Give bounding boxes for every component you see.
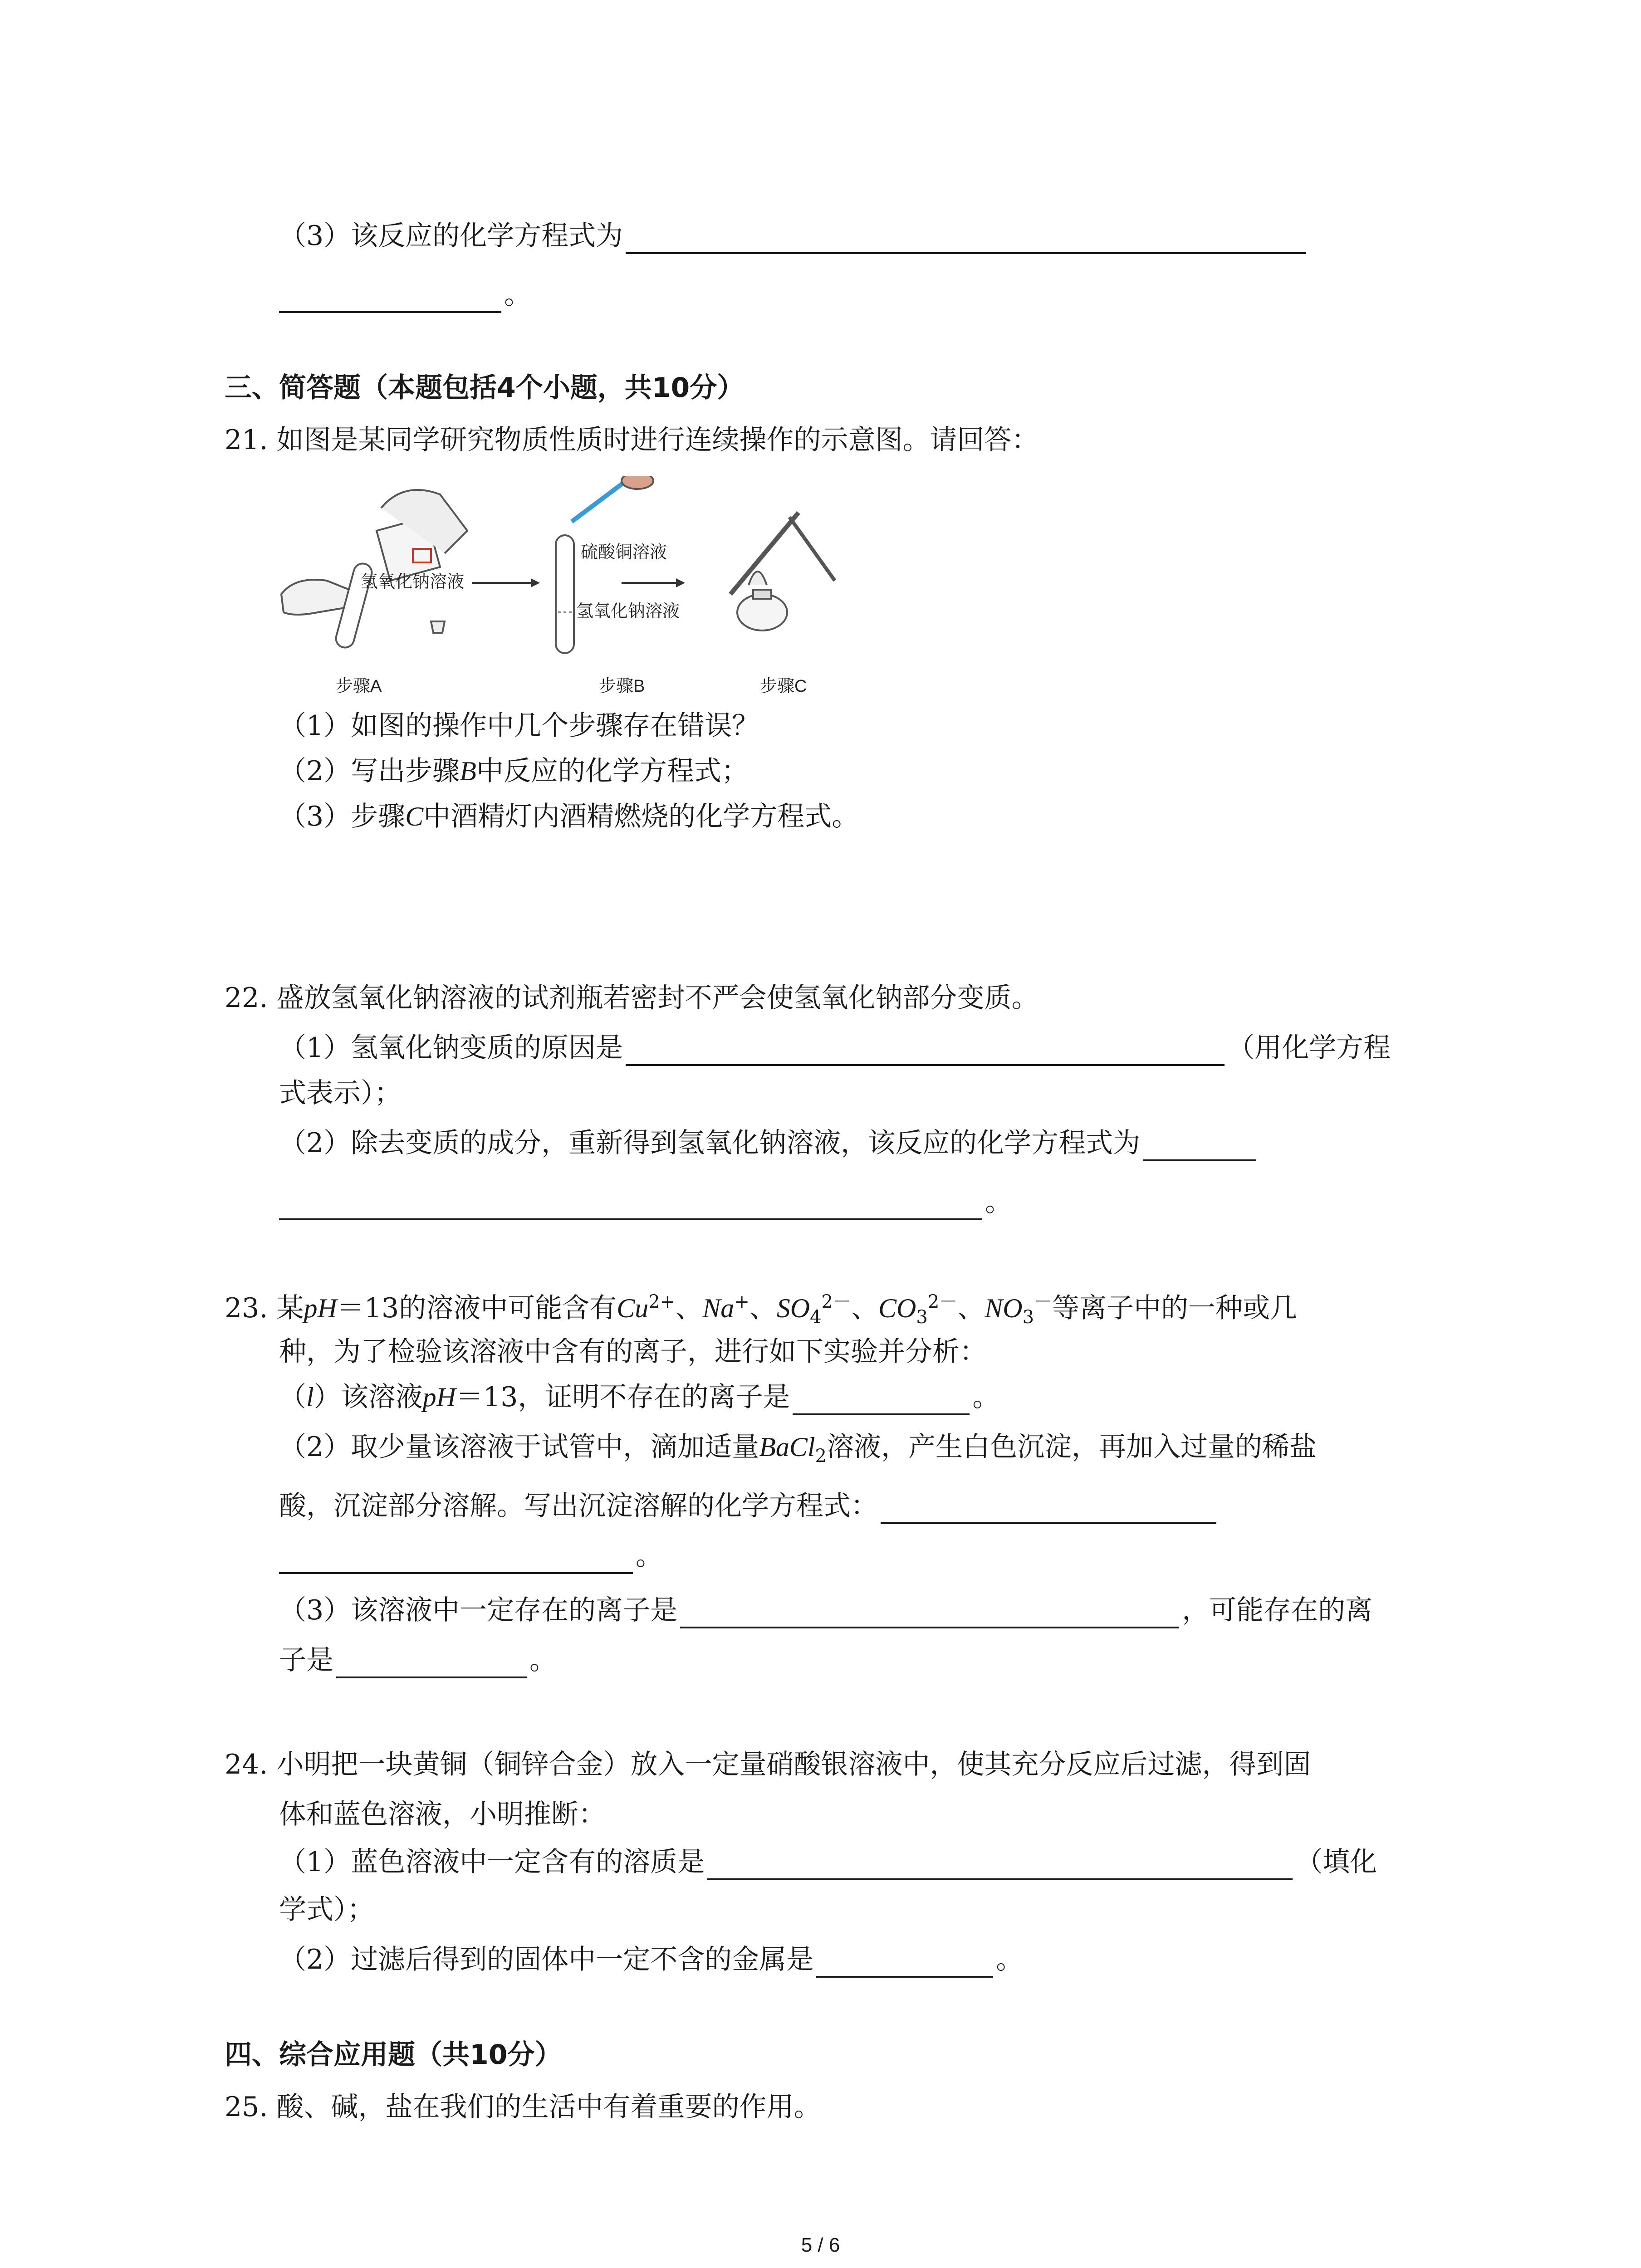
q22-part2-cont [279,1184,1012,1220]
q24-part1-cont: 学式）； [279,1894,374,1926]
bacl2-sub: 2 [815,1446,827,1466]
q22-part2-text: （2）除去变质的成分，重新得到氢氧化钠溶液，该反应的化学方程式为 [279,1127,1141,1159]
q24-stem: 24. 小明把一块黄铜（铜锌合金）放入一定量硝酸银溶液中，使其充分反应后过滤，得到固 [225,1749,1311,1780]
label-step-c: 步骤C [760,677,807,696]
q21-part2-text-c: 中反应的化学方程式； [476,755,749,787]
q23-stem-cont: 种，为了检验该溶液中含有的离子，进行如下实验并分析： [279,1336,987,1368]
q20-part3-cont [279,277,531,313]
answer-blank[interactable] [626,1036,1225,1066]
ion-co3: CO [878,1293,916,1323]
label-naoh-a: 氢氧化钠溶液 [361,572,465,591]
q22-part1 [279,1030,1391,1066]
q24-part2-text: （2）过滤后得到的固体中一定不含的金属是 [279,1944,814,1975]
label-cuso4: 硫酸铜溶液 [581,543,667,562]
q20-part3-text: （3）该反应的化学方程式为 [279,220,623,252]
q23-stem-a: 23. 某 [225,1292,304,1324]
ion-co3-sub: 3 [916,1307,928,1328]
answer-blank[interactable] [881,1494,1216,1524]
answer-blank[interactable] [626,224,1306,254]
ion-no3-sub: 3 [1022,1307,1034,1328]
period: 。 [636,1540,663,1572]
q21-stem: 21. 如图是某同学研究物质性质时进行连续操作的示意图。请回答： [225,424,1039,456]
q23-stem [225,1284,1297,1335]
q21-part2-text-a: （2）写出步骤 [279,755,460,787]
q23-part1-a: （ [279,1381,306,1413]
period: 。 [504,279,531,311]
separator: 、 [749,1292,777,1324]
page-number: 5 / 6 [801,2234,840,2256]
q24-part1-suffix: （填化 [1295,1846,1377,1878]
ion-so4: SO [776,1293,810,1323]
label-naoh-b: 氢氧化钠溶液 [576,602,680,621]
ion-no3-charge: － [1034,1291,1053,1312]
q21-part3-text-a: （3）步骤 [279,801,406,832]
q24-stem-cont: 体和蓝色溶液，小明推断： [279,1799,606,1830]
label-step-b: 步骤B [599,677,645,696]
answer-blank[interactable] [279,283,501,313]
ph-var: pH [304,1293,337,1323]
answer-blank[interactable] [680,1598,1179,1628]
period: 。 [972,1381,1000,1413]
section-4-title: 四、综合应用题（共10分） [225,2039,562,2071]
q23-part3-b: ，可能存在的离 [1182,1594,1373,1626]
answer-blank[interactable] [793,1385,970,1415]
separator: 、 [675,1292,703,1324]
q24-part1-text: （1）蓝色溶液中一定含有的溶质是 [279,1846,705,1878]
q21-step-c-var: C [405,802,424,831]
q23-stem-c: 等离子中的一种或几 [1052,1292,1298,1324]
period: 。 [529,1644,557,1676]
q23-stem-b: ＝13的溶液中可能含有 [337,1292,617,1324]
q23-part1-l: l [306,1382,314,1412]
q23-part3-a: （3）该溶液中一定存在的离子是 [279,1594,678,1626]
q23-part1-b: ）该溶液 [314,1381,423,1413]
period: 。 [996,1944,1024,1975]
q23-part1-c: ＝13，证明不存在的离子是 [456,1381,790,1413]
section-3-title: 三、简答题（本题包括4个小题，共10分） [225,372,745,404]
ion-cu-charge: 2+ [648,1291,676,1312]
q23-part2-cont [279,1488,1219,1524]
q23-part2 [279,1429,1317,1474]
q22-part1-text: （1）氢氧化钠变质的原因是 [279,1032,623,1064]
q23-part3-cont [279,1642,557,1678]
q23-part2-b: 溶液，产生白色沉淀，再加入过量的稀盐 [826,1431,1317,1463]
step-b-illustration [556,476,653,653]
label-step-a: 步骤A [336,677,382,696]
ion-so4-sub: 4 [810,1307,822,1328]
answer-blank[interactable] [1143,1131,1256,1161]
q23-part2-cont2 [279,1538,663,1574]
step-a-illustration [281,490,467,650]
ion-cu: Cu [617,1293,649,1323]
ion-co3-charge: 2－ [927,1291,958,1312]
q25-stem: 25. 酸、碱，盐在我们的生活中有着重要的作用。 [225,2091,821,2123]
q22-part1-suffix: （用化学方程 [1227,1032,1391,1064]
q22-part1-cont: 式表示）； [279,1077,402,1109]
q21-part3 [279,798,859,835]
q24-part2 [279,1941,1023,1978]
q23-part1 [279,1379,999,1415]
bacl2-var: BaCl [759,1432,815,1462]
q23-part3-cont-text: 子是 [279,1644,333,1676]
ion-na-charge: + [734,1291,749,1312]
q21-part2 [279,753,749,789]
q23-part2-a: （2）取少量该溶液于试管中，滴加适量 [279,1431,759,1463]
ion-so4-charge: 2－ [821,1291,851,1312]
q21-figure [277,476,935,703]
period: 。 [985,1186,1012,1218]
q23-part3 [279,1592,1372,1628]
ion-na: Na [702,1293,735,1323]
ph-var: pH [422,1382,456,1412]
q23-part2-cont-text: 酸，沉淀部分溶解。写出沉淀溶解的化学方程式： [279,1490,878,1522]
q21-step-b-var: B [460,756,476,786]
answer-blank[interactable] [816,1948,993,1978]
answer-blank[interactable] [336,1648,527,1678]
q21-part1: （1）如图的操作中几个步骤存在错误？ [279,710,759,742]
separator: 、 [851,1292,878,1324]
q22-part2 [279,1125,1259,1161]
q20-part3 [279,218,1309,254]
answer-blank[interactable] [279,1190,982,1220]
separator: 、 [957,1292,985,1324]
q22-stem: 22. 盛放氢氧化钠溶液的试剂瓶若密封不严会使氢氧化钠部分变质。 [225,982,1039,1014]
answer-blank[interactable] [279,1544,633,1574]
q21-part3-text-c: 中酒精灯内酒精燃烧的化学方程式。 [423,801,859,832]
ion-no3: NO [985,1293,1023,1323]
step-c-illustration [730,513,835,631]
q24-part1 [279,1844,1377,1880]
answer-blank[interactable] [707,1850,1293,1880]
